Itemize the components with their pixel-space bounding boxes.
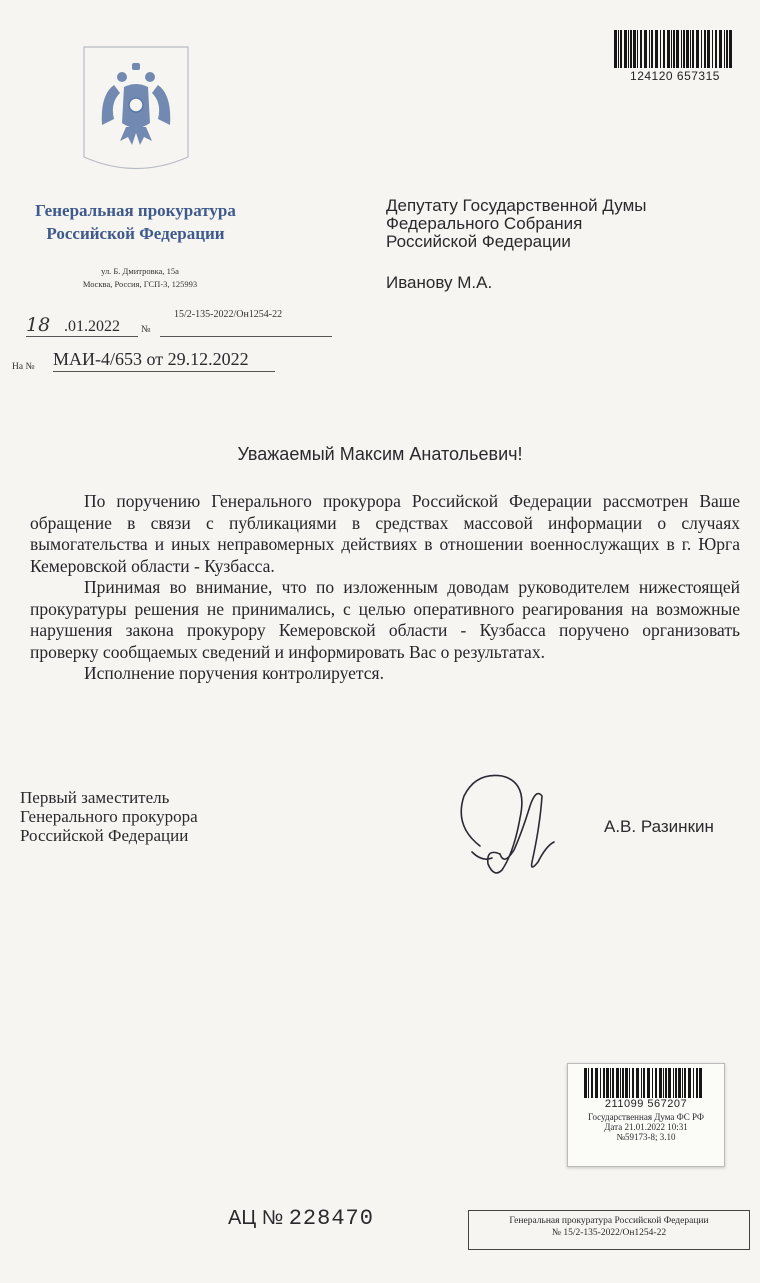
barcode-bar	[678, 1068, 681, 1098]
barcode-bar	[624, 30, 627, 68]
barcode-bar	[660, 30, 661, 68]
barcode-bar	[603, 1068, 605, 1098]
handwritten-day: 18	[26, 314, 51, 336]
barcode-bar	[696, 30, 699, 68]
barcode-bar	[620, 30, 622, 68]
barcode-bar	[614, 30, 617, 68]
double-headed-eagle-emblem	[80, 45, 192, 175]
footer-box	[468, 1210, 750, 1250]
barcode-bar	[616, 1068, 619, 1098]
incoming-ref: МАИ-4/653 от 29.12.2022	[53, 349, 275, 372]
series-number	[228, 1206, 374, 1231]
registration-stamp	[567, 1063, 725, 1167]
barcode-bar	[633, 30, 636, 68]
barcode-bar	[701, 30, 702, 68]
barcode-bar	[729, 30, 732, 68]
sender-org-line1: Генеральная прокуратура	[35, 201, 236, 220]
barcode-bar	[726, 30, 728, 68]
addressee-line1: Депутату Государственной Думы	[386, 196, 647, 215]
barcode-bar	[652, 1068, 653, 1098]
barcode-bar	[659, 1068, 662, 1098]
barcode-bar	[693, 1068, 694, 1098]
series-value: 228470	[288, 1206, 374, 1231]
barcode-bar	[649, 30, 650, 68]
barcode-bar	[696, 1068, 698, 1098]
barcode-bar	[644, 30, 647, 68]
footer-box-line1: Генеральная прокуратура Российской Федерации	[509, 1216, 709, 1226]
outgoing-number	[160, 309, 332, 320]
barcode-bar	[647, 1068, 650, 1098]
barcode-bar	[620, 1068, 621, 1098]
barcode-bar	[665, 1068, 667, 1098]
footer-box-line2: № 15/2-135-2022/Он1254-22	[551, 1228, 667, 1238]
barcode-bar	[683, 30, 685, 68]
barcode-bar	[676, 30, 679, 68]
series-label: АЦ №	[228, 1207, 284, 1229]
barcode-bar	[637, 30, 638, 68]
barcode-bar	[682, 1068, 683, 1098]
barcode-bar	[588, 1068, 589, 1098]
barcode-bar	[667, 30, 670, 68]
barcode-bar	[668, 1068, 671, 1098]
barcode-bar	[719, 30, 722, 68]
barcode-bar	[651, 30, 653, 68]
barcode-bar	[643, 1068, 645, 1098]
barcode-bar	[612, 1068, 614, 1098]
barcode-bar	[625, 1068, 628, 1098]
signatory-title-line2: Генерального прокурора	[20, 807, 198, 826]
barcode-bar	[630, 30, 632, 68]
date-underline	[26, 336, 138, 337]
incoming-label: На №	[12, 362, 35, 372]
barcode-bar	[655, 30, 658, 68]
barcode-bar	[628, 30, 629, 68]
outgoing-date-suffix: .01.2022	[64, 318, 120, 335]
barcode-bars	[614, 30, 736, 68]
barcode-bar	[686, 30, 689, 68]
stamp-line2: Дата 21.01.2022 10:31	[604, 1122, 688, 1132]
barcode-bar	[663, 30, 665, 68]
outgoing-number-value: 15/2-135-2022/Он1254-22	[174, 309, 283, 320]
signatory-name: А.В. Разинкин	[604, 817, 714, 836]
barcode-bar	[618, 30, 619, 68]
barcode-bar	[591, 1068, 593, 1098]
barcode-bar	[684, 1068, 686, 1098]
barcode-bar	[681, 30, 682, 68]
barcode-bar	[675, 1068, 677, 1098]
signatory-title-line3: Российской Федерации	[20, 826, 189, 845]
sender-address-line1: ул. Б. Дмитровка, 15а	[101, 266, 179, 276]
addressee-name: Иванову М.А.	[386, 273, 493, 292]
stamp-barcode-bars	[584, 1068, 708, 1098]
top-barcode	[614, 30, 736, 83]
barcode-bar	[671, 30, 672, 68]
barcode-bar	[622, 1068, 624, 1098]
addressee-line2: Федерального Собрания	[386, 214, 583, 233]
barcode-bar	[632, 1068, 634, 1098]
paragraph-1: По поручению Генерального прокурора Российской Федерации рассмотрен Ваше обращение в связи с публикациями в средствах массовой информации о случаях вымогательства и иных неправомерных действиях в отношении военнослужащих в г. Юрга Кемеровской области - Кузбасса.	[30, 491, 740, 576]
barcode-bar	[715, 30, 717, 68]
number-underline	[160, 336, 332, 337]
barcode-bar	[584, 1068, 587, 1098]
barcode-bar	[699, 1068, 702, 1098]
stamp-line3: №59173-8; 3.10	[616, 1132, 676, 1142]
sender-org-line2: Российской Федерации	[46, 224, 225, 243]
barcode-bar	[640, 30, 642, 68]
signatory-title-line1: Первый заместитель	[20, 788, 170, 807]
barcode-bar	[704, 30, 706, 68]
barcode-bar	[690, 30, 691, 68]
barcode-bar	[673, 30, 675, 68]
barcode-bar	[629, 1068, 630, 1098]
letter-body	[30, 491, 740, 685]
stamp-line1: Государственная Дума ФС РФ	[588, 1112, 704, 1122]
outgoing-number-label: №	[141, 324, 151, 335]
barcode-bar	[655, 1068, 657, 1098]
stamp-barcode-number: 211099 567207	[604, 1098, 688, 1110]
signatory-title	[20, 788, 198, 845]
barcode-bar	[595, 1068, 598, 1098]
barcode-bar	[636, 1068, 639, 1098]
barcode-bar	[663, 1068, 664, 1098]
barcode-bar	[606, 1068, 609, 1098]
stamp-barcode	[584, 1068, 708, 1110]
outgoing-date	[26, 314, 138, 336]
paragraph-2: Принимая во внимание, что по изложенным доводам руководителем нижестоящей прокуратуры решения не принимались, с целью оперативного реагирования на возможные нарушения закона прокурору Кемеровской области - Кузбасса поручено организовать проверку сообщаемых сведений и информировать Вас о результатах.	[30, 577, 740, 662]
barcode-bar	[610, 1068, 611, 1098]
barcode-bar	[688, 1068, 691, 1098]
barcode-bar	[707, 30, 710, 68]
barcode-bar	[641, 1068, 642, 1098]
paragraph-3: Исполнение поручения контролируется.	[84, 663, 384, 683]
barcode-bar	[600, 1068, 601, 1098]
salutation: Уважаемый Максим Анатольевич!	[237, 444, 523, 464]
barcode-bar	[724, 30, 725, 68]
sender-address-line2: Москва, Россия, ГСП-3, 125993	[82, 279, 198, 289]
barcode-bar	[673, 1068, 674, 1098]
top-barcode-number: 124120 657315	[630, 69, 720, 83]
addressee-line3: Российской Федерации	[386, 232, 571, 251]
handwritten-signature	[442, 766, 582, 881]
barcode-bar	[712, 30, 713, 68]
barcode-bar	[692, 30, 694, 68]
